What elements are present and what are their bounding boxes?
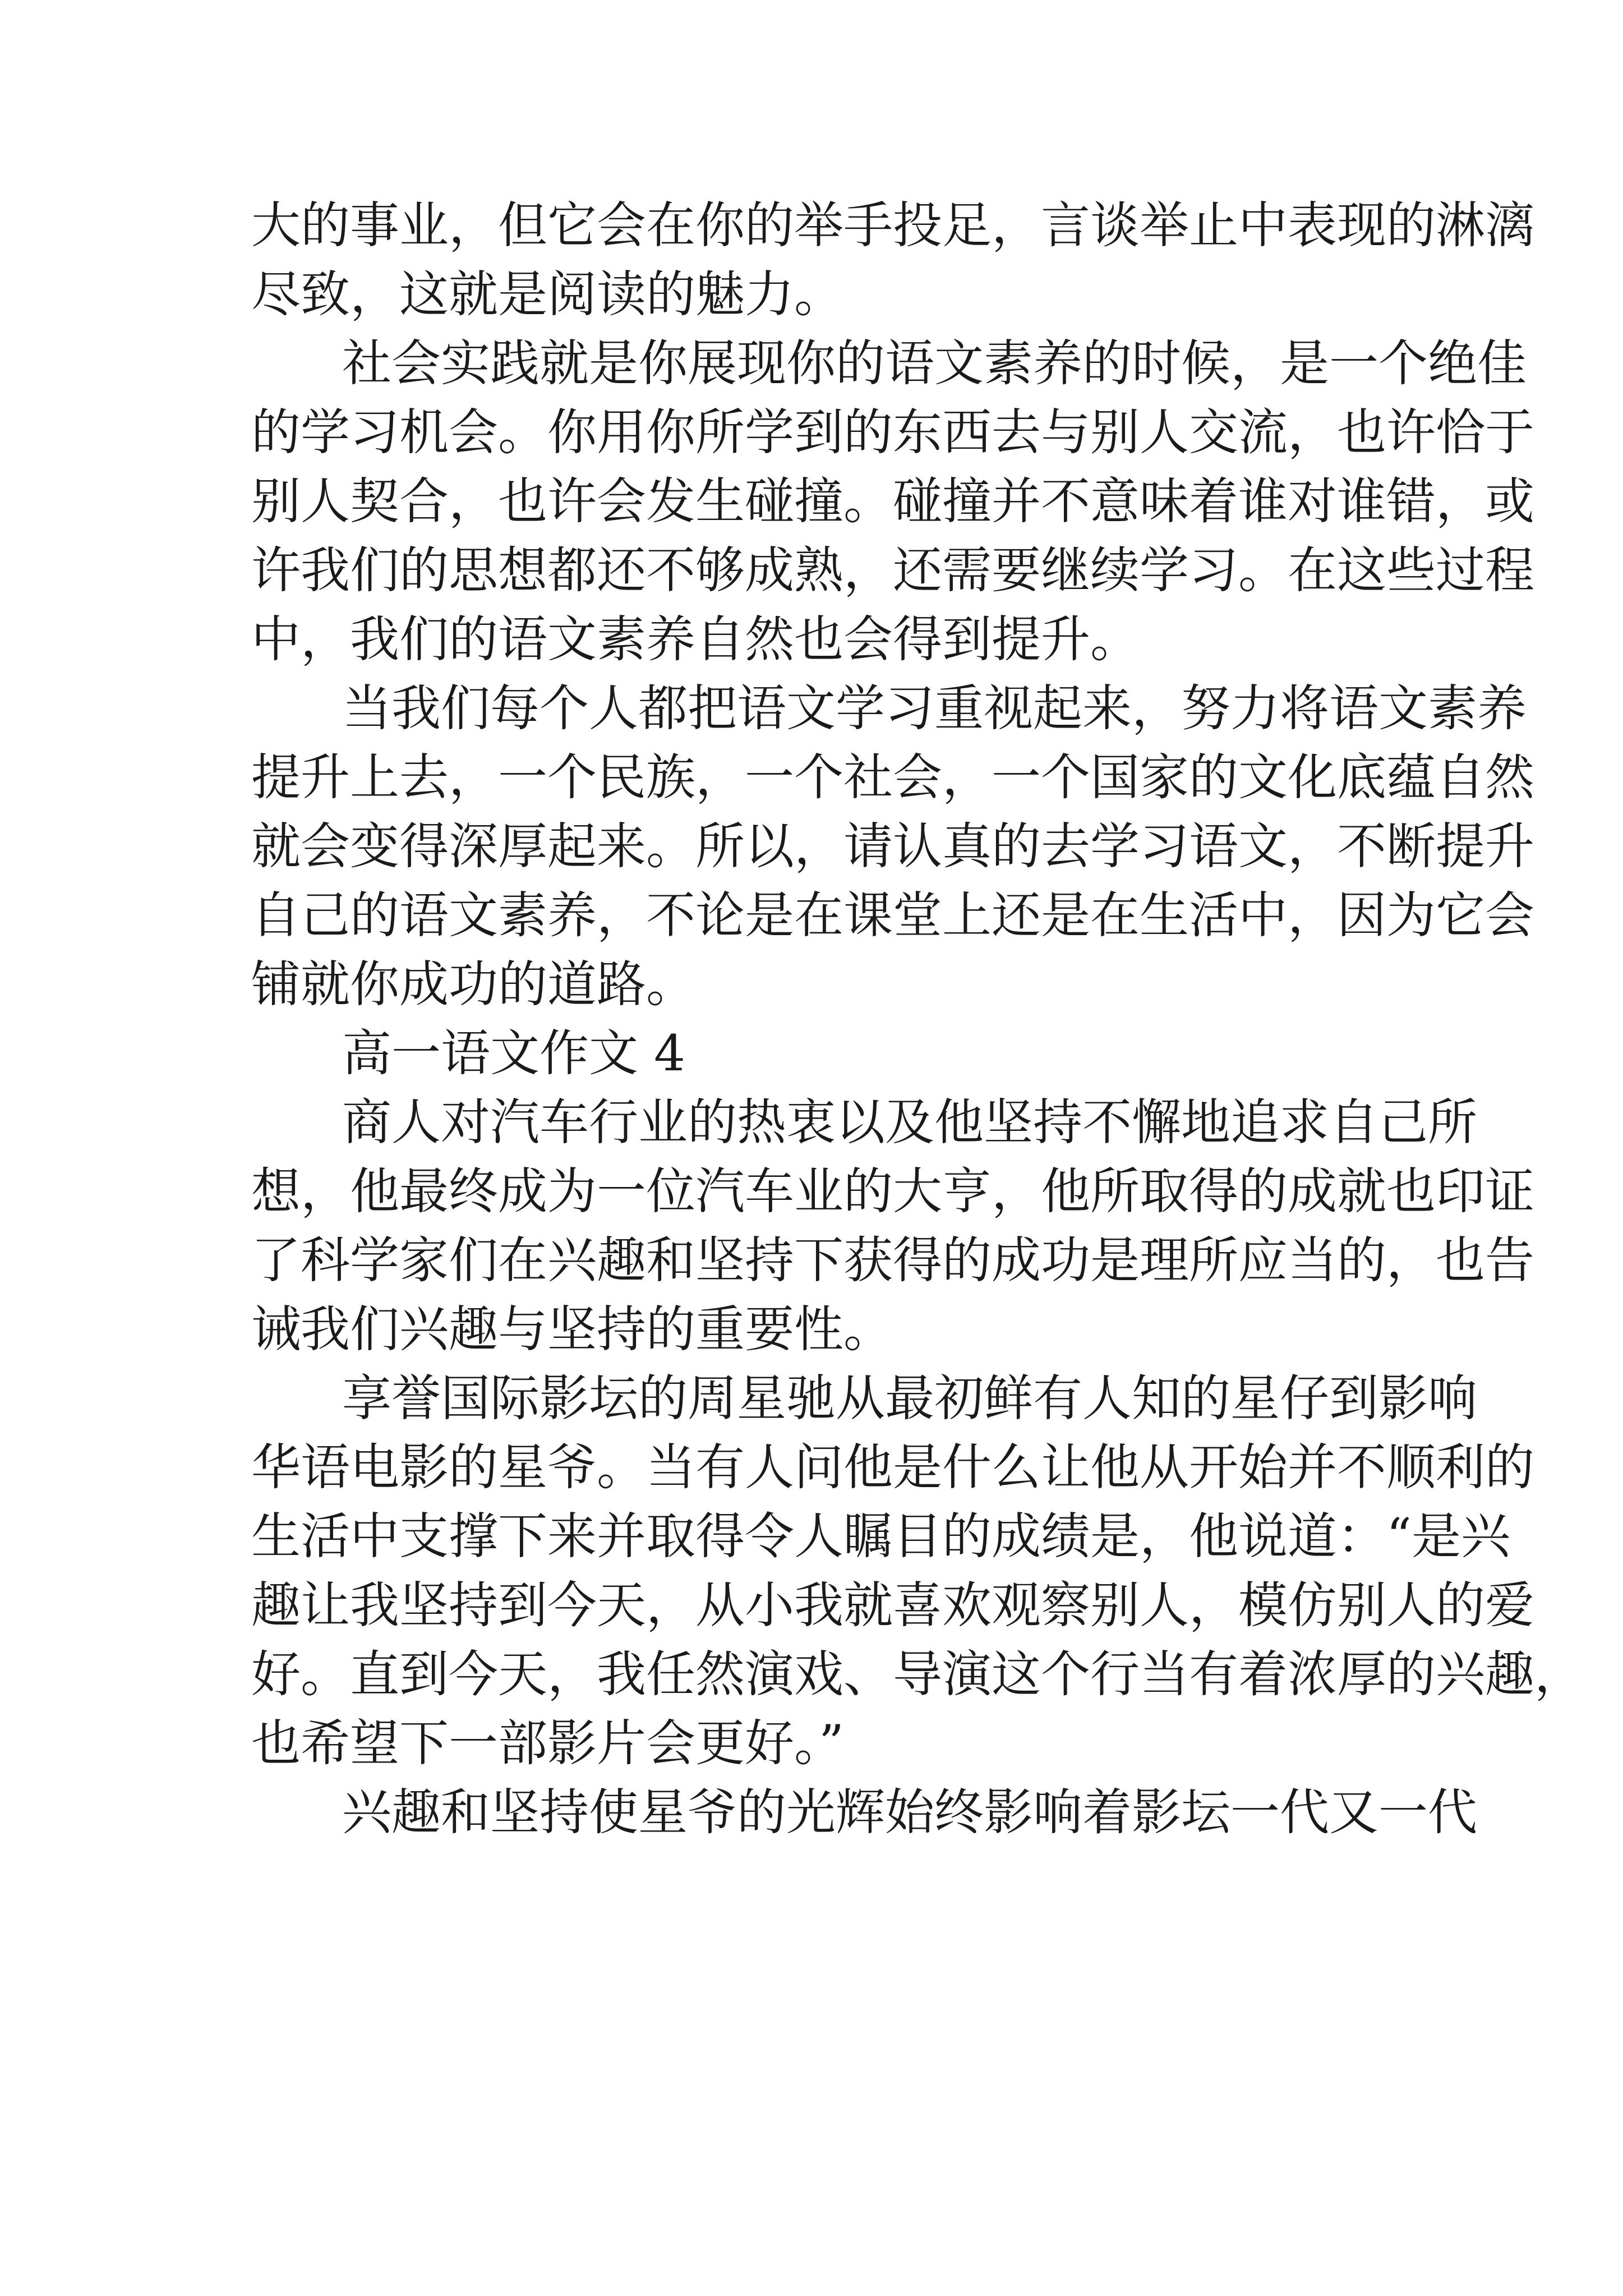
text-line: 了科学家们在兴趣和坚持下获得的成功是理所应当的，也告 <box>251 1231 1535 1289</box>
text-line: 许我们的思想都还不够成熟，还需要继续学习。在这些过程 <box>251 541 1535 599</box>
text-line: 中，我们的语文素养自然也会得到提升。 <box>251 610 1140 668</box>
text-line: 铺就你成功的道路。 <box>251 955 696 1013</box>
paragraph-businessman <box>251 1088 1535 1364</box>
text-line: 当我们每个人都把语文学习重视起来，努力将语文素养 <box>342 679 1527 737</box>
text-line: 就会变得深厚起来。所以，请认真的去学习语文，不断提升 <box>251 817 1535 875</box>
text-line: 趣让我坚持到今天，从小我就喜欢观察别人，模仿别人的爱 <box>251 1576 1535 1634</box>
text-line: 也希望下一部影片会更好。” <box>251 1714 844 1772</box>
text-line: 好。直到今天，我任然演戏、导演这个行当有着浓厚的兴趣， <box>251 1645 1584 1703</box>
text-line: 商人对汽车行业的热衷以及他坚持不懈地追求自己所 <box>342 1093 1478 1151</box>
text-line: 的学习机会。你用你所学到的东西去与别人交流，也许恰于 <box>251 403 1535 461</box>
text-line: 华语电影的星爷。当有人问他是什么让他从开始并不顺利的 <box>251 1438 1535 1496</box>
text-line: 兴趣和坚持使星爷的光辉始终影响着影坛一代又一代 <box>342 1783 1478 1841</box>
text-line: 别人契合，也许会发生碰撞。碰撞并不意味着谁对谁错，或 <box>251 472 1535 530</box>
paragraph-culture <box>251 674 1535 1019</box>
text-line: 生活中支撑下来并取得令人瞩目的成绩是，他说道：“是兴 <box>251 1507 1510 1565</box>
text-line: 享誉国际影坛的周星驰从最初鲜有人知的星仔到影响 <box>342 1369 1478 1427</box>
paragraph-stephen-chow <box>251 1364 1584 1778</box>
heading-text: 高一语文作文 4 <box>342 1024 685 1082</box>
paragraph-social-practice <box>251 329 1535 674</box>
paragraph-continuation <box>251 191 1535 329</box>
text-line: 提升上去，一个民族，一个社会，一个国家的文化底蕴自然 <box>251 748 1535 806</box>
paragraph-interest-persistence <box>251 1778 1478 1847</box>
text-line: 诫我们兴趣与坚持的重要性。 <box>251 1300 893 1358</box>
text-line: 社会实践就是你展现你的语文素养的时候，是一个绝佳 <box>342 334 1527 392</box>
text-line: 自己的语文素养，不论是在课堂上还是在生活中，因为它会 <box>251 886 1535 944</box>
section-heading <box>251 1019 1384 1088</box>
text-line: 尽致，这就是阅读的魅力。 <box>251 265 844 323</box>
text-line: 想，他最终成为一位汽车业的大亨，他所取得的成就也印证 <box>251 1162 1535 1220</box>
document-page <box>251 191 1584 1847</box>
text-line: 大的事业，但它会在你的举手投足，言谈举止中表现的淋漓 <box>251 196 1535 254</box>
